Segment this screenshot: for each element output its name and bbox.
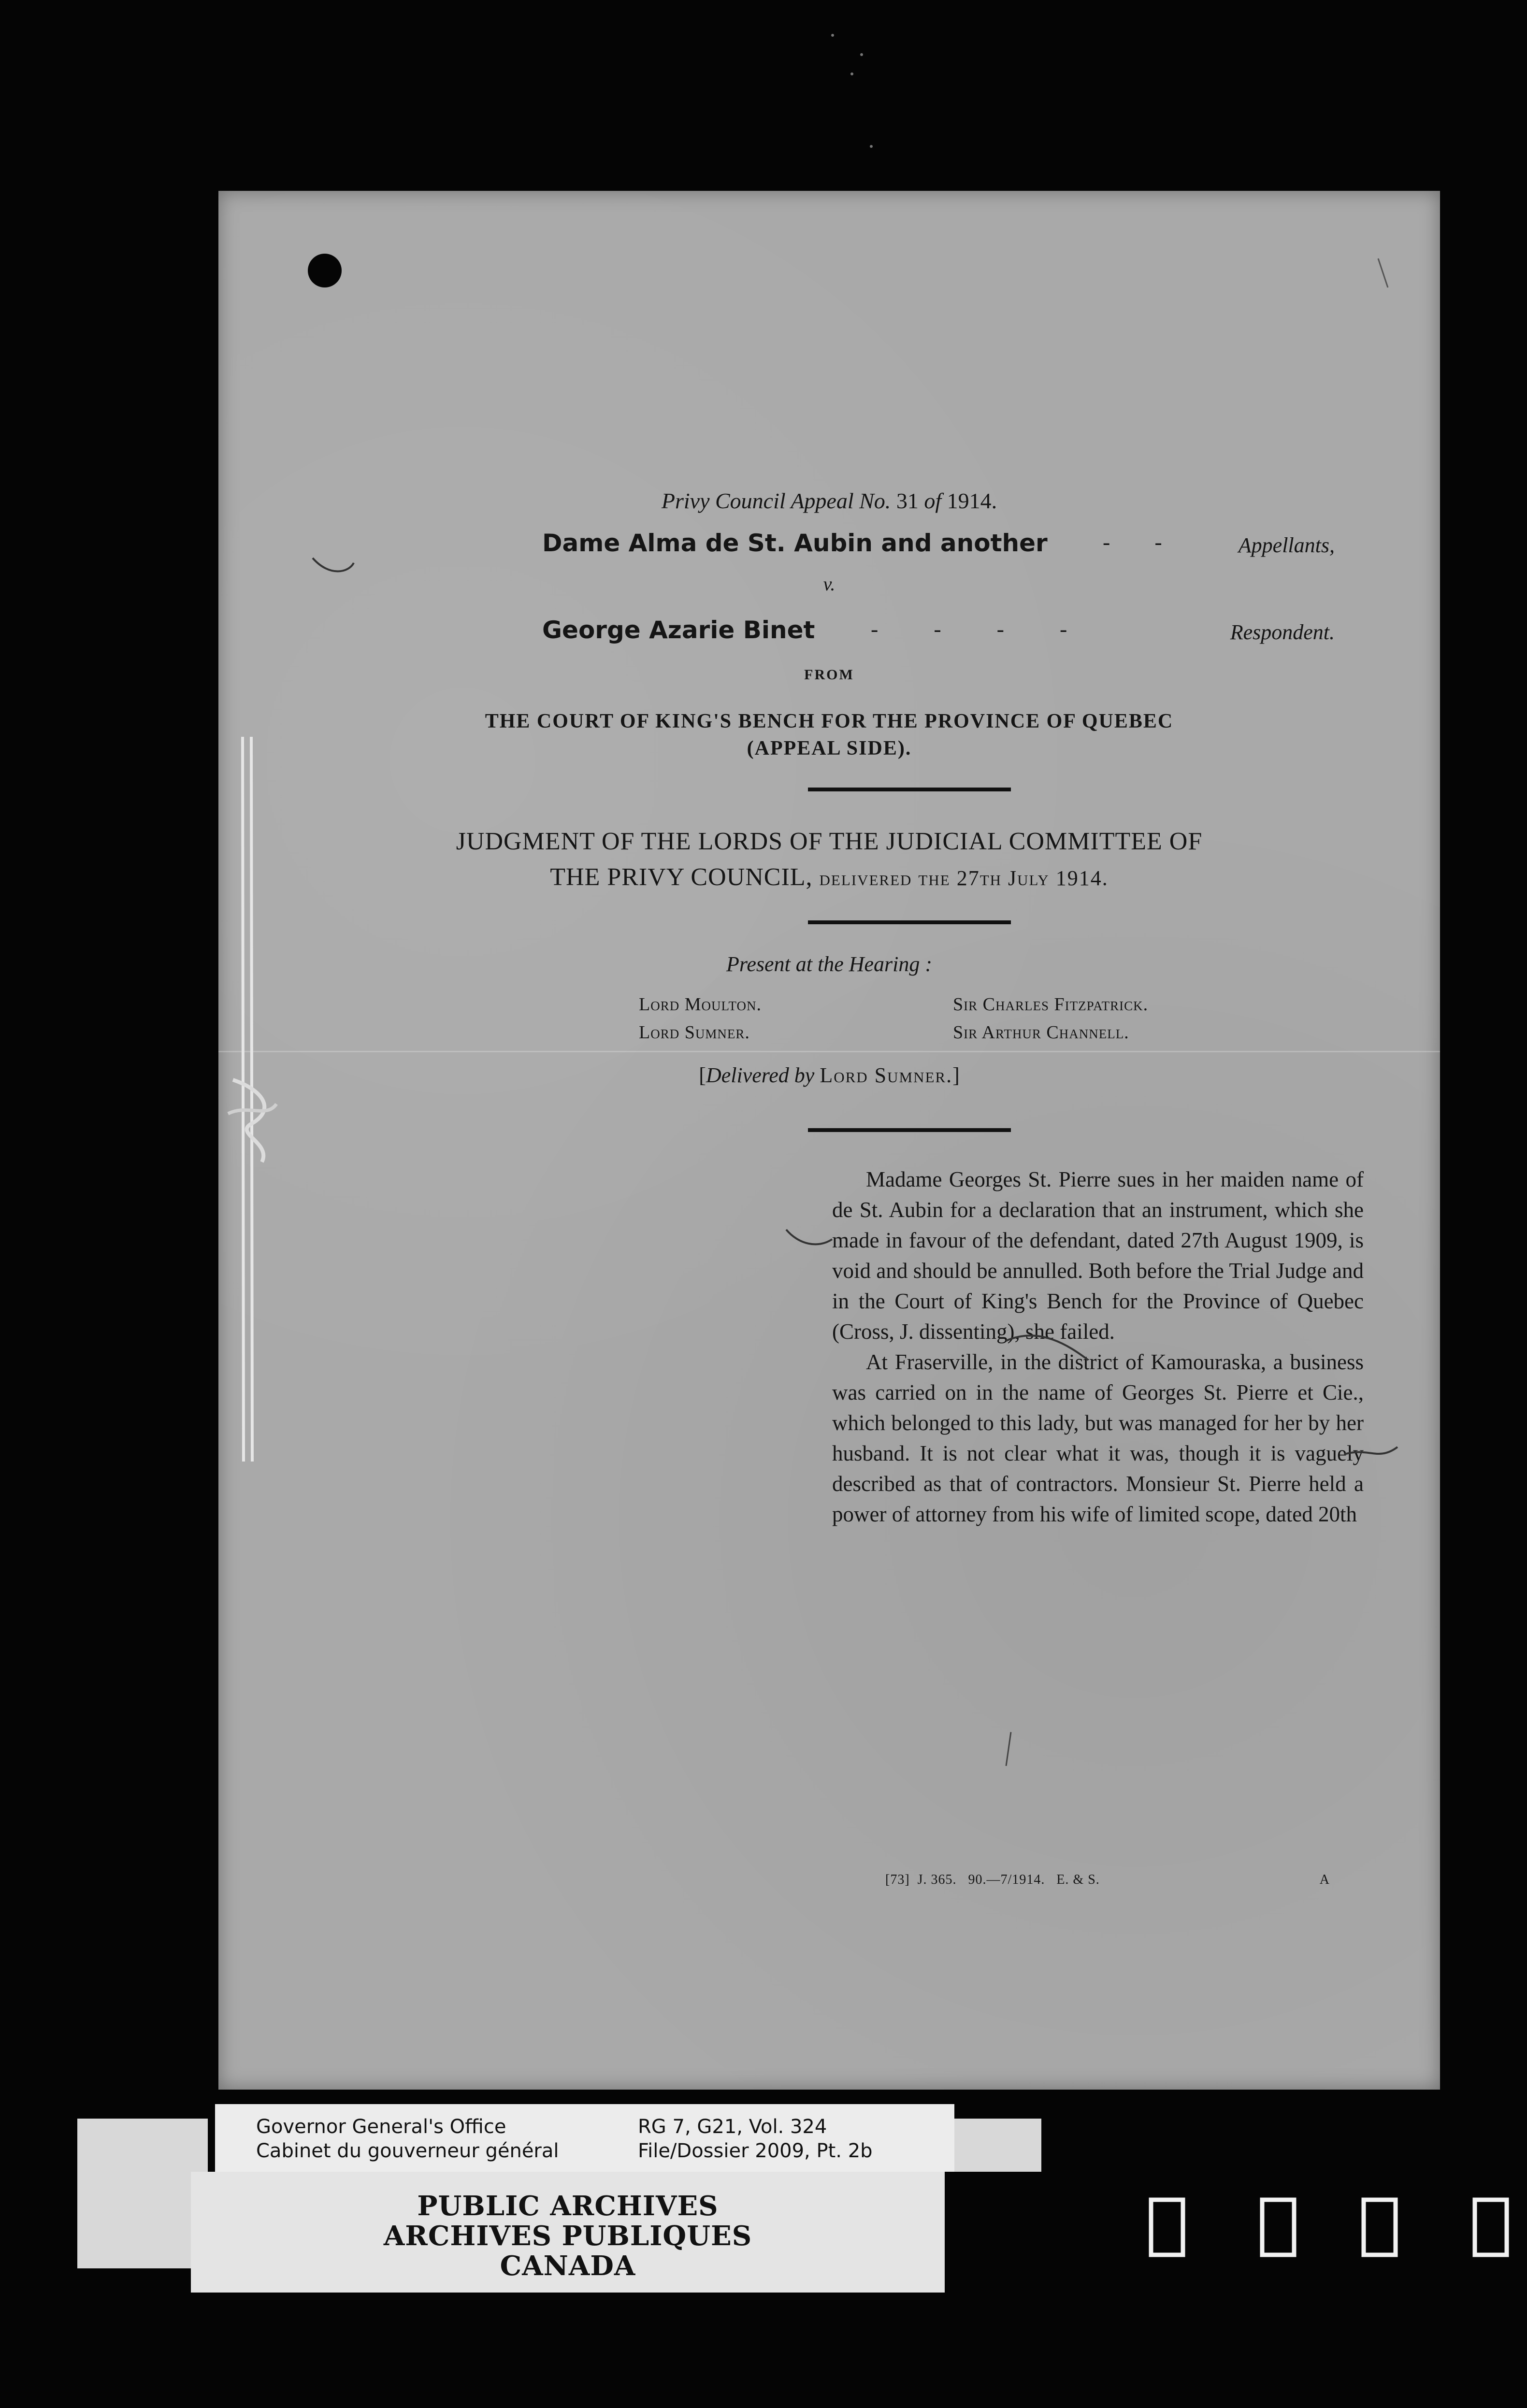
scan-speck bbox=[860, 53, 863, 56]
scan-speck bbox=[850, 72, 853, 75]
appellant-dashes: - - bbox=[1103, 530, 1162, 554]
judgment-line-1: JUDGMENT OF THE LORDS OF THE JUDICIAL COMMITTEE OF bbox=[456, 828, 1203, 855]
appeal-year: 1914. bbox=[947, 488, 997, 513]
frame-counter-digit bbox=[1256, 2196, 1300, 2259]
court-line-2: (APPEAL SIDE). bbox=[747, 737, 912, 760]
printer-footer bbox=[885, 1872, 1330, 1888]
versus: v. bbox=[823, 573, 836, 595]
delivered-by-name: Lord Sumner. bbox=[820, 1063, 953, 1087]
delivered-by-label: Delivered by bbox=[706, 1063, 815, 1087]
lords-list-right bbox=[953, 990, 1148, 1046]
court-line-1: THE COURT OF KING'S BENCH FOR THE PROVINCE OF QUEBEC bbox=[485, 710, 1174, 732]
respondent-name: George Azarie Binet bbox=[542, 616, 815, 644]
paragraph: At Fraserville, in the district of Kamouraska, a business was carried on in the name of Georges St. Pierre et Cie., which belonged to this lady, but was managed for her by her husband. It is not clear what it was, though it is vaguely described as that of contractors. Monsieur St. Pierre held a power of attorney from his wife of limited scope, dated 20th bbox=[832, 1350, 1364, 1526]
present-at-hearing: Present at the Hearing : bbox=[726, 952, 933, 976]
judgment-line-2-date: delivered the 27th July 1914. bbox=[819, 866, 1109, 890]
judgment-heading bbox=[218, 824, 1440, 896]
file-reference bbox=[638, 2115, 873, 2163]
file-number: File/Dossier 2009, Pt. 2b bbox=[638, 2140, 873, 2162]
appeal-of: of bbox=[924, 488, 942, 513]
judgment-body bbox=[832, 1164, 1364, 1530]
archives-line-3: CANADA bbox=[500, 2250, 636, 2282]
office-en: Governor General's Office bbox=[256, 2116, 506, 2138]
scan-speck bbox=[831, 34, 834, 37]
appeal-number bbox=[218, 488, 1440, 514]
archives-stamp bbox=[191, 2172, 945, 2293]
divider-rule bbox=[808, 920, 1011, 924]
respondent-role: Respondent. bbox=[1230, 620, 1335, 644]
scan-speck bbox=[870, 145, 873, 148]
appellant-row bbox=[542, 529, 1335, 563]
archives-line-2: ARCHIVES PUBLIQUES bbox=[383, 2220, 752, 2252]
frame-counter-digit bbox=[1469, 2196, 1513, 2259]
from-label: FROM bbox=[804, 667, 854, 683]
court-heading bbox=[218, 708, 1440, 762]
punch-hole bbox=[308, 254, 342, 287]
label-tab bbox=[954, 2119, 1041, 2172]
lord-name: Sir Charles Fitzpatrick. bbox=[953, 994, 1149, 1015]
label-tab bbox=[77, 2119, 208, 2268]
respondent-row bbox=[542, 616, 1335, 650]
record-group: RG 7, G21, Vol. 324 bbox=[638, 2116, 827, 2138]
document-page bbox=[218, 191, 1440, 2090]
printer-code: [73] J. 365. 90.—7/1914. E. & S. bbox=[885, 1872, 1100, 1887]
appeal-prefix: Privy Council Appeal No. bbox=[661, 488, 891, 513]
appeal-num: 31 bbox=[896, 488, 919, 513]
office-fr: Cabinet du gouverneur général bbox=[256, 2140, 559, 2162]
archives-line-1: PUBLIC ARCHIVES bbox=[417, 2190, 719, 2222]
signature-mark: A bbox=[1319, 1872, 1330, 1887]
lord-name: Sir Arthur Channell. bbox=[953, 1022, 1129, 1043]
respondent-dashes: - - - - bbox=[871, 616, 1067, 641]
delivered-by: [Delivered by Lord Sumner.] bbox=[699, 1063, 960, 1087]
frame-counter-digit bbox=[1145, 2196, 1189, 2259]
divider-rule bbox=[808, 788, 1011, 791]
appellant-name: Dame Alma de St. Aubin and another bbox=[542, 529, 1048, 557]
paragraph: Madame Georges St. Pierre sues in her maiden name of de St. Aubin for a declaration that an instrument, which she made in favour of the defendant, dated 27th August 1909, is void and should be annulled. Both before the Trial Judge and in the Court of King's Bench for the Province of Quebec (Cross, J. dissenting), she failed. bbox=[832, 1167, 1364, 1344]
handwritten-marks bbox=[218, 191, 1440, 2090]
lord-name: Lord Moulton. bbox=[639, 994, 762, 1015]
appellant-role: Appellants, bbox=[1238, 533, 1335, 557]
lord-name: Lord Sumner. bbox=[639, 1022, 750, 1043]
frame-counter-digit bbox=[1358, 2196, 1401, 2259]
judgment-line-2 bbox=[218, 860, 1440, 896]
archive-reference-card bbox=[215, 2104, 954, 2172]
divider-rule bbox=[808, 1128, 1011, 1132]
judgment-line-2-main: THE PRIVY COUNCIL, bbox=[550, 863, 813, 891]
fold-line bbox=[218, 1051, 1440, 1052]
office-name bbox=[256, 2115, 559, 2163]
lords-list-left bbox=[639, 990, 762, 1046]
